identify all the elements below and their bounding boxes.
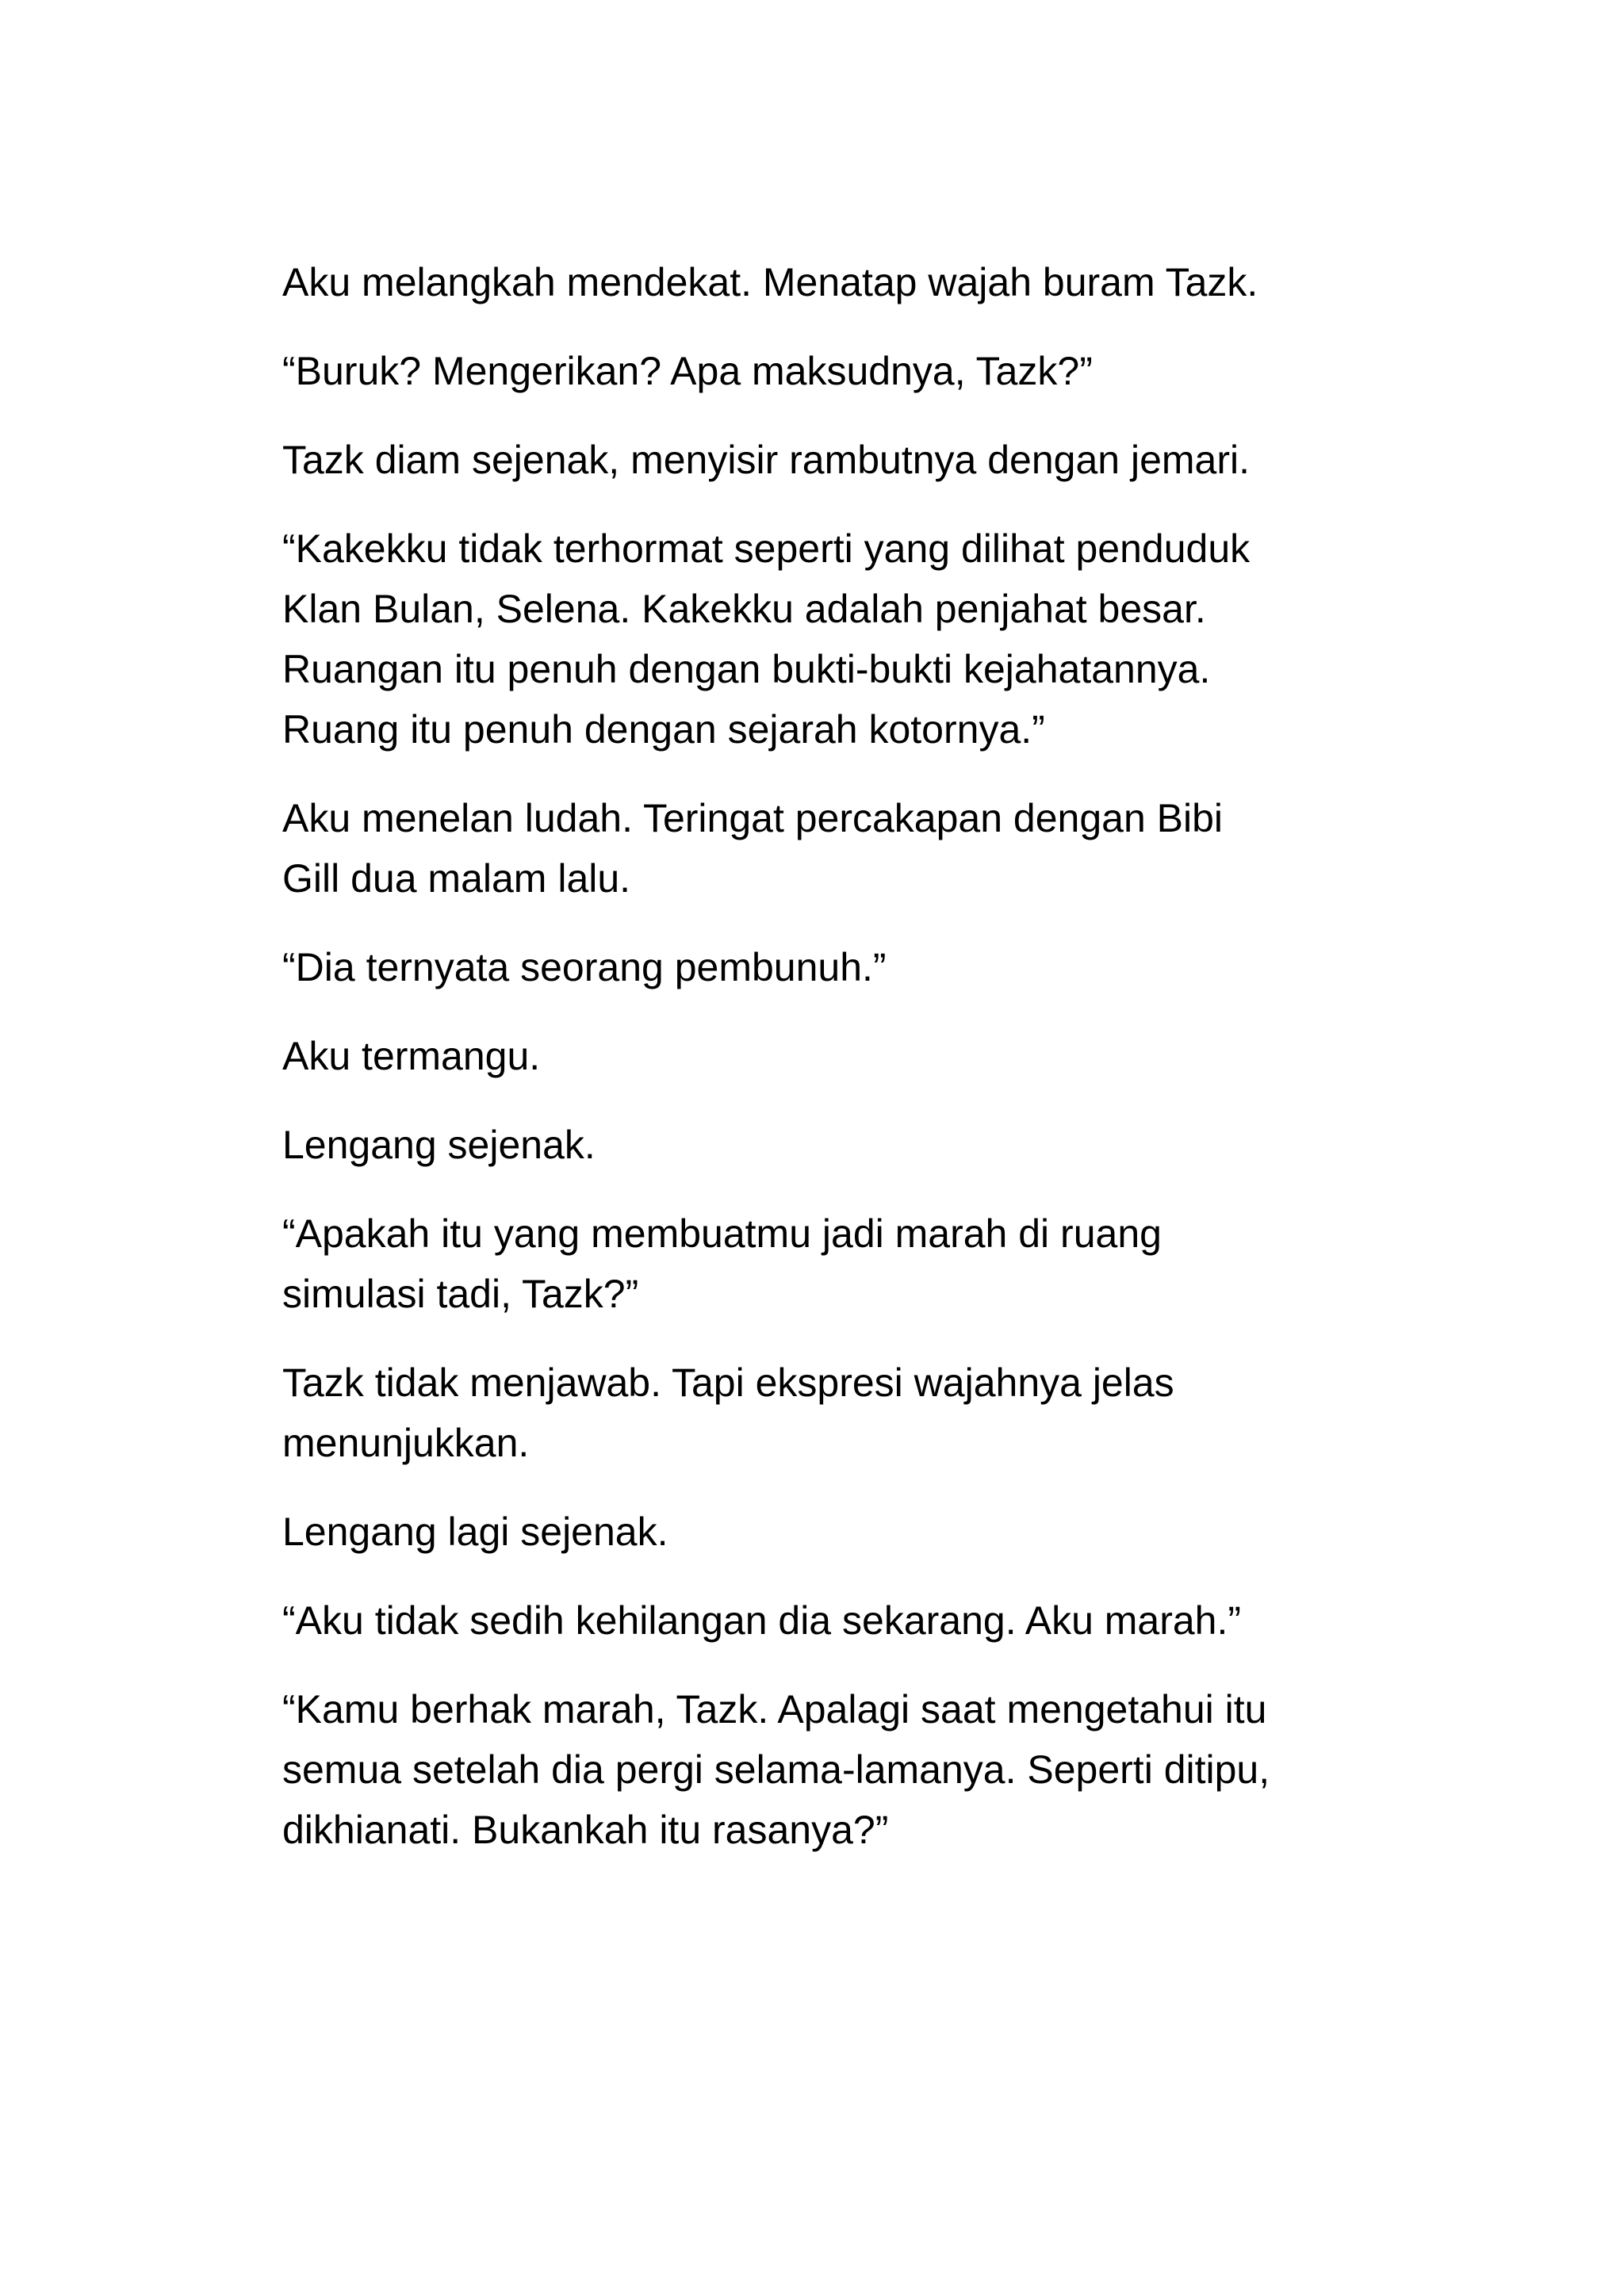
paragraph-11: Lengang lagi sejenak. xyxy=(282,1510,668,1554)
paragraph-13: “Kamu berhak marah, Tazk. Apalagi saat mengetahui itu semua setelah dia pergi selama-lamanya. Seperti ditipu, dikhianati. Bukankah itu rasanya?” xyxy=(282,1687,1270,1852)
paragraph-12: “Aku tidak sedih kehilangan dia sekarang. Aku marah.” xyxy=(282,1598,1242,1643)
paragraph-7: Aku termangu. xyxy=(282,1034,541,1078)
paragraph-9: “Apakah itu yang membuatmu jadi marah di ruang simulasi tadi, Tazk?” xyxy=(282,1211,1162,1316)
paragraph-8: Lengang sejenak. xyxy=(282,1123,596,1167)
paragraph-5: Aku menelan ludah. Teringat percakapan dengan Bibi Gill dua malam lalu. xyxy=(282,796,1224,901)
paragraph-6: “Dia ternyata seorang pembunuh.” xyxy=(282,945,887,989)
paragraph-3: Tazk diam sejenak, menyisir rambutnya dengan jemari. xyxy=(282,438,1250,482)
paragraph-4: “Kakekku tidak terhormat seperti yang dilihat penduduk Klan Bulan, Selena. Kakekku adalah penjahat besar. Ruangan itu penuh dengan bukti-bukti kejahatannya. Ruang itu penuh dengan sejarah kotornya.” xyxy=(282,526,1251,752)
paragraph-2: “Buruk? Mengerikan? Apa maksudnya, Tazk?” xyxy=(282,349,1093,393)
paragraph-1: Aku melangkah mendekat. Menatap wajah buram Tazk. xyxy=(282,260,1258,304)
body-text xyxy=(282,252,1377,1888)
paragraph-10: Tazk tidak menjawab. Tapi ekspresi wajahnya jelas menunjukkan. xyxy=(282,1360,1174,1465)
